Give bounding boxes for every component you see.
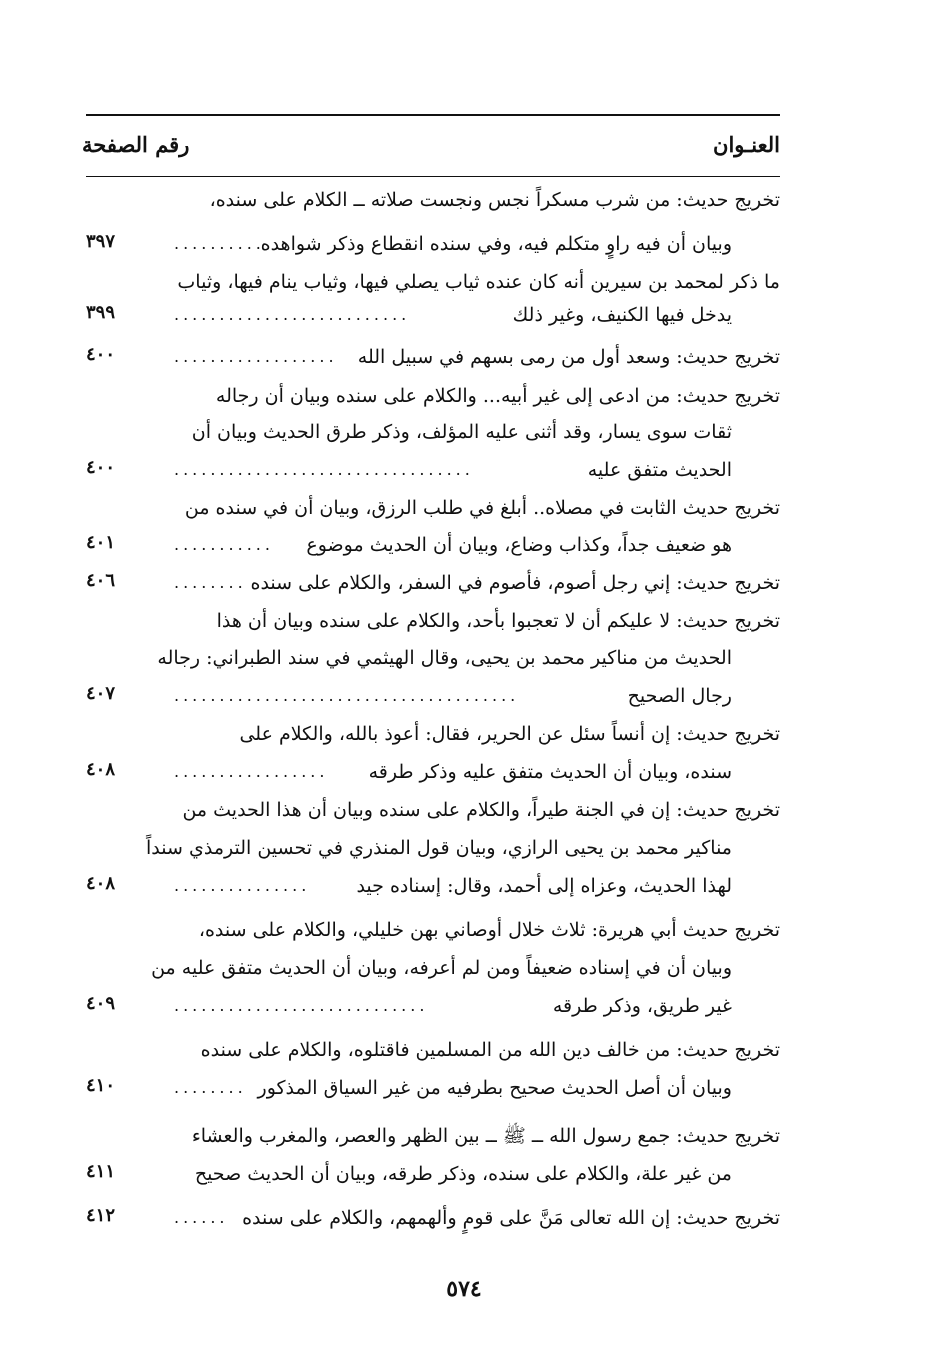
toc-entry-text: تخريج حديث أبي هريرة: ثلاث خلال أوصاني بهن خليلي، والكلام على سنده، (198, 919, 780, 941)
toc-entry-line (86, 1156, 780, 1192)
toc-entry-text: وبيان أن في إسناده ضعيفاً ومن لم أعرفه، وبيان أن الحديث متفق عليه من (151, 957, 732, 979)
toc-entry-line (86, 950, 780, 986)
page-number: ٥٧٤ (446, 1276, 482, 1302)
toc-entry-page-number: ٤١٢ (86, 1205, 116, 1226)
toc-entry-page-number: ٤٠٧ (86, 683, 116, 704)
toc-entry-line (86, 988, 780, 1024)
dot-leader: ........... (174, 535, 274, 554)
toc-entry-line (86, 452, 780, 488)
column-header-title: العنـوان (713, 132, 780, 157)
toc-entry-line (86, 640, 780, 676)
toc-entry-text: ثقات سوى يسار، وقد أثنى عليه المؤلف، وذكر طرق الحديث وبيان أن (191, 421, 732, 443)
toc-entry-text: سنده، وبيان أن الحديث متفق عليه وذكر طرقه (368, 761, 732, 783)
dot-leader: ............................ (174, 996, 429, 1015)
toc-entry-line (86, 527, 780, 563)
toc-entry-line (86, 1200, 780, 1236)
toc-entry-line (86, 1118, 780, 1154)
toc-entry-line (86, 182, 780, 218)
toc-entry-text: ما ذكر لمحمد بن سيرين أنه كان عنده ثياب يصلي فيها، وثياب ينام فيها، وثياب (177, 271, 780, 293)
toc-entry-text: تخريج حديث: إن في الجنة طيراً، والكلام على سنده وبيان أن هذا الحديث من (182, 799, 780, 821)
toc-entry-text: يدخل فيها الكنيف، وغير ذلك (512, 304, 732, 326)
toc-entry-text: تخريج حديث: لا عليكم أن لا تعجبوا بأحد، والكلام على سنده وبيان أن هذا (216, 610, 780, 632)
toc-entry-text: الحديث متفق عليه (587, 459, 732, 481)
toc-entry-page-number: ٤٠٨ (86, 873, 116, 894)
toc-entry-text: تخريج حديث: إن الله تعالى مَنَّ على قومٍ وألهمهم، والكلام على سنده (242, 1207, 780, 1229)
toc-entry-text: تخريج حديث: من خالف دين الله من المسلمين فاقتلوه، والكلام على سنده (200, 1039, 780, 1061)
toc-entry-text: هو ضعيف جداً، وكذاب وضاع، وبيان أن الحديث موضوع (306, 534, 732, 556)
toc-entry-line (86, 1032, 780, 1068)
toc-entry-text: من غير علة، والكلام على سنده، وذكر طرقه، وبيان أن الحديث صحيح (194, 1163, 732, 1185)
toc-entry-line (86, 868, 780, 904)
toc-entry-line (86, 414, 780, 450)
toc-entry-line (86, 297, 780, 333)
toc-entry-text: تخريج حديث: إني رجل أصوم، فأصوم في السفر، والكلام على سنده (250, 572, 780, 594)
toc-entry-page-number: ٣٩٩ (86, 302, 116, 323)
toc-entry-line (86, 378, 780, 414)
dot-leader: .................. (174, 347, 338, 366)
toc-entry-text: تخريج حديث الثابت في مصلاه.. أبلغ في طلب الرزق، وبيان أن في سنده من (184, 497, 780, 519)
toc-entry-text: تخريج حديث: إن أنساً سئل عن الحرير، فقال: أعوذ بالله، والكلام على (239, 723, 780, 745)
toc-entry-text: غير طريق، وذكر طرقه (552, 995, 732, 1017)
toc-entry-text: تخريج حديث: من شرب مسكراً نجس ونجست صلاته ــ الكلام على سنده، (209, 189, 780, 211)
toc-entry-text: مناكير محمد بن يحيى الرازي، وبيان قول المنذري في تحسين الترمذي سنداً (146, 837, 732, 859)
dot-leader: ...... (174, 1208, 229, 1227)
dot-leader: ................. (174, 762, 329, 781)
toc-entry-page-number: ٣٩٧ (86, 231, 116, 252)
toc-entry-line (86, 754, 780, 790)
toc-entry-line (86, 339, 780, 375)
toc-entry-line (86, 792, 780, 828)
toc-entry-page-number: ٤١١ (86, 1161, 116, 1182)
toc-entry-page-number: ٤٠١ (86, 532, 116, 553)
toc-entry-line (86, 603, 780, 639)
column-header-page-number: رقم الصفحة (82, 132, 190, 157)
toc-entry-line (86, 490, 780, 526)
toc-entry-line (86, 565, 780, 601)
toc-entry-text: الحديث من مناكير محمد بن يحيى، وقال الهيثمي في سند الطبراني: رجاله (157, 647, 732, 669)
toc-entry-text: رجال الصحيح (627, 685, 732, 707)
toc-entry-page-number: ٤٠٠ (86, 457, 116, 478)
dot-leader: ............... (174, 876, 311, 895)
dot-leader: ........ (174, 573, 247, 592)
toc-entry-line (86, 226, 780, 262)
toc-entry-line (86, 1070, 780, 1106)
top-rule (86, 114, 780, 116)
dot-leader: ...................................... (174, 686, 520, 705)
dot-leader: ................................. (174, 460, 474, 479)
toc-entry-line (86, 912, 780, 948)
toc-entry-text: لهذا الحديث، وعزاه إلى أحمد، وقال: إسناده جيد (356, 875, 732, 897)
toc-entry-page-number: ٤٠٩ (86, 993, 116, 1014)
toc-entry-line (86, 716, 780, 752)
toc-entry-text: تخريج حديث: جمع رسول الله ــ ﷺ ــ بين الظهر والعصر، والمغرب والعشاء (191, 1125, 780, 1147)
toc-entry-page-number: ٤٠٠ (86, 344, 116, 365)
header-rule (86, 176, 780, 177)
dot-leader: ........ (174, 1078, 247, 1097)
toc-entry-page-number: ٤١٠ (86, 1075, 116, 1096)
toc-entry-text: تخريج حديث: وسعد أول من رمى بسهم في سبيل الله (357, 346, 780, 368)
toc-entry-line (86, 264, 780, 300)
dot-leader: .......... (174, 234, 265, 253)
toc-entry-text: وبيان أن فيه راوٍ متكلم فيه، وفي سنده انقطاع وذكر شواهده (260, 233, 732, 255)
toc-entry-line (86, 678, 780, 714)
toc-entry-line (86, 830, 780, 866)
toc-entry-text: وبيان أن أصل الحديث صحيح بطرفيه من غير السياق المذكور (257, 1077, 732, 1099)
toc-entry-text: تخريج حديث: من ادعى إلى غير أبيه... والكلام على سنده وبيان أن رجاله (215, 385, 780, 407)
dot-leader: .......................... (174, 305, 411, 324)
toc-entry-page-number: ٤٠٨ (86, 759, 116, 780)
toc-entry-page-number: ٤٠٦ (86, 570, 116, 591)
